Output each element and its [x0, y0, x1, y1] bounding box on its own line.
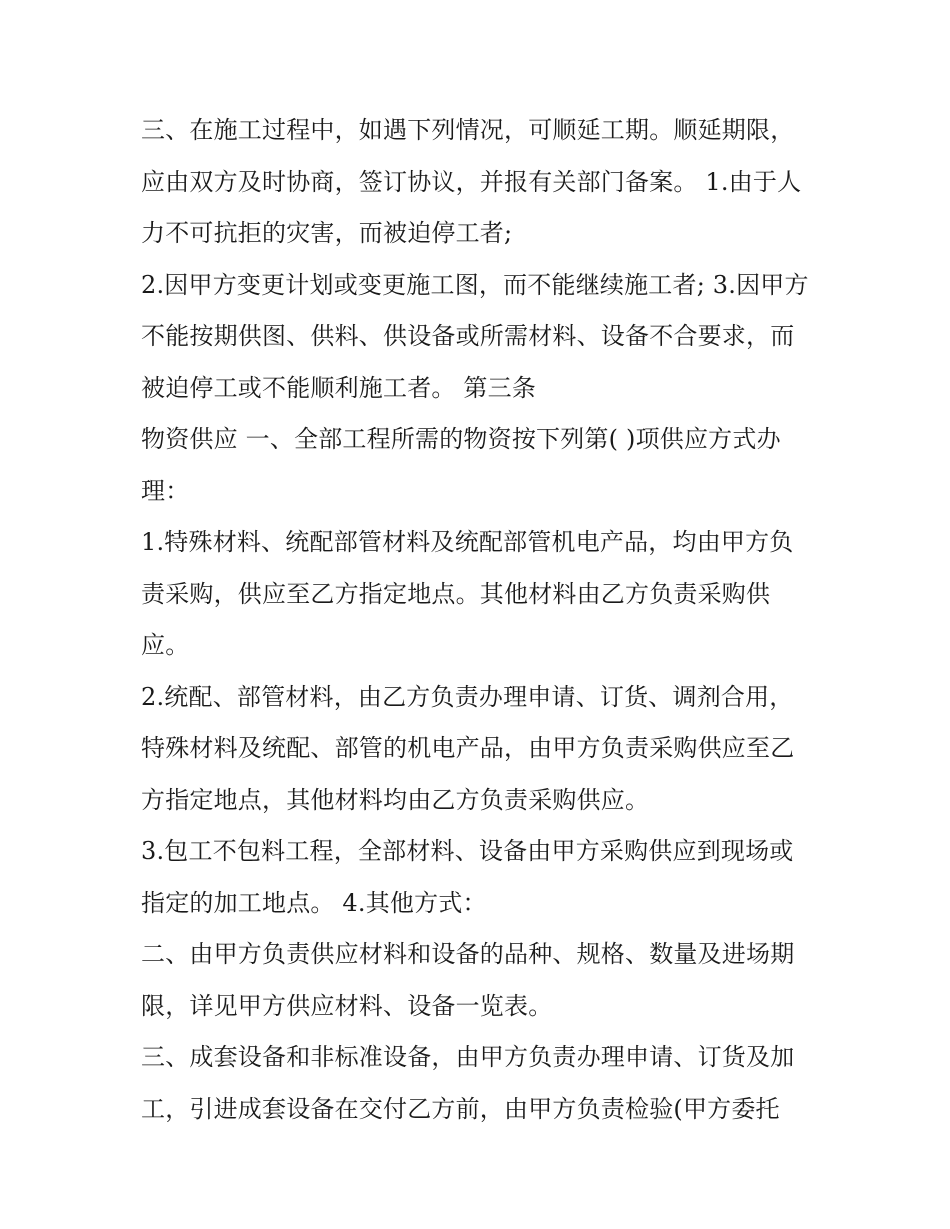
text-line: 二、由甲方负责供应材料和设备的品种、规格、数量及进场期 [141, 940, 795, 968]
text-line: 限，详见甲方供应材料、设备一览表。 [141, 991, 553, 1020]
text-line: 2.因甲方变更计划或变更施工图，而不能继续施工者; 3.因甲方 [141, 270, 809, 299]
text-line: 被迫停工或不能顺利施工者。 第三条 [141, 373, 537, 402]
text-line: 三、成套设备和非标准设备，由甲方负责办理申请、订货及加 [141, 1043, 795, 1071]
text-line: 2.统配、部管材料，由乙方负责办理申请、订货、调剂合用， [141, 682, 794, 711]
text-line: 应。 [141, 631, 190, 659]
text-line: 工，引进成套设备在交付乙方前，由甲方负责检验(甲方委托 [141, 1094, 780, 1123]
text-line: 理： [141, 476, 190, 505]
text-line: 方指定地点，其他材料均由乙方负责采购供应。 [141, 785, 650, 814]
document-body [141, 105, 821, 1135]
text-line: 三、在施工过程中，如遇下列情况，可顺延工期。顺延期限， [141, 116, 795, 144]
text-line: 指定的加工地点。 4.其他方式： [141, 888, 487, 917]
text-line: 特殊材料及统配、部管的机电产品，由甲方负责采购供应至乙 [141, 734, 795, 762]
text-line: 3.包工不包料工程，全部材料、设备由甲方采购供应到现场或 [141, 837, 794, 865]
text-line: 力不可抗拒的灾害，而被迫停工者; [141, 219, 513, 247]
text-line: 责采购，供应至乙方指定地点。其他材料由乙方负责采购供 [141, 579, 771, 608]
text-line: 1.特殊材料、统配部管材料及统配部管机电产品，均由甲方负 [141, 528, 794, 556]
text-line: 应由双方及时协商，签订协议，并报有关部门备案。 1.由于人 [141, 167, 802, 196]
text-line: 不能按期供图、供料、供设备或所需材料、设备不合要求，而 [141, 322, 795, 350]
text-line: 物资供应 一、全部工程所需的物资按下列第( )项供应方式办 [141, 425, 781, 453]
